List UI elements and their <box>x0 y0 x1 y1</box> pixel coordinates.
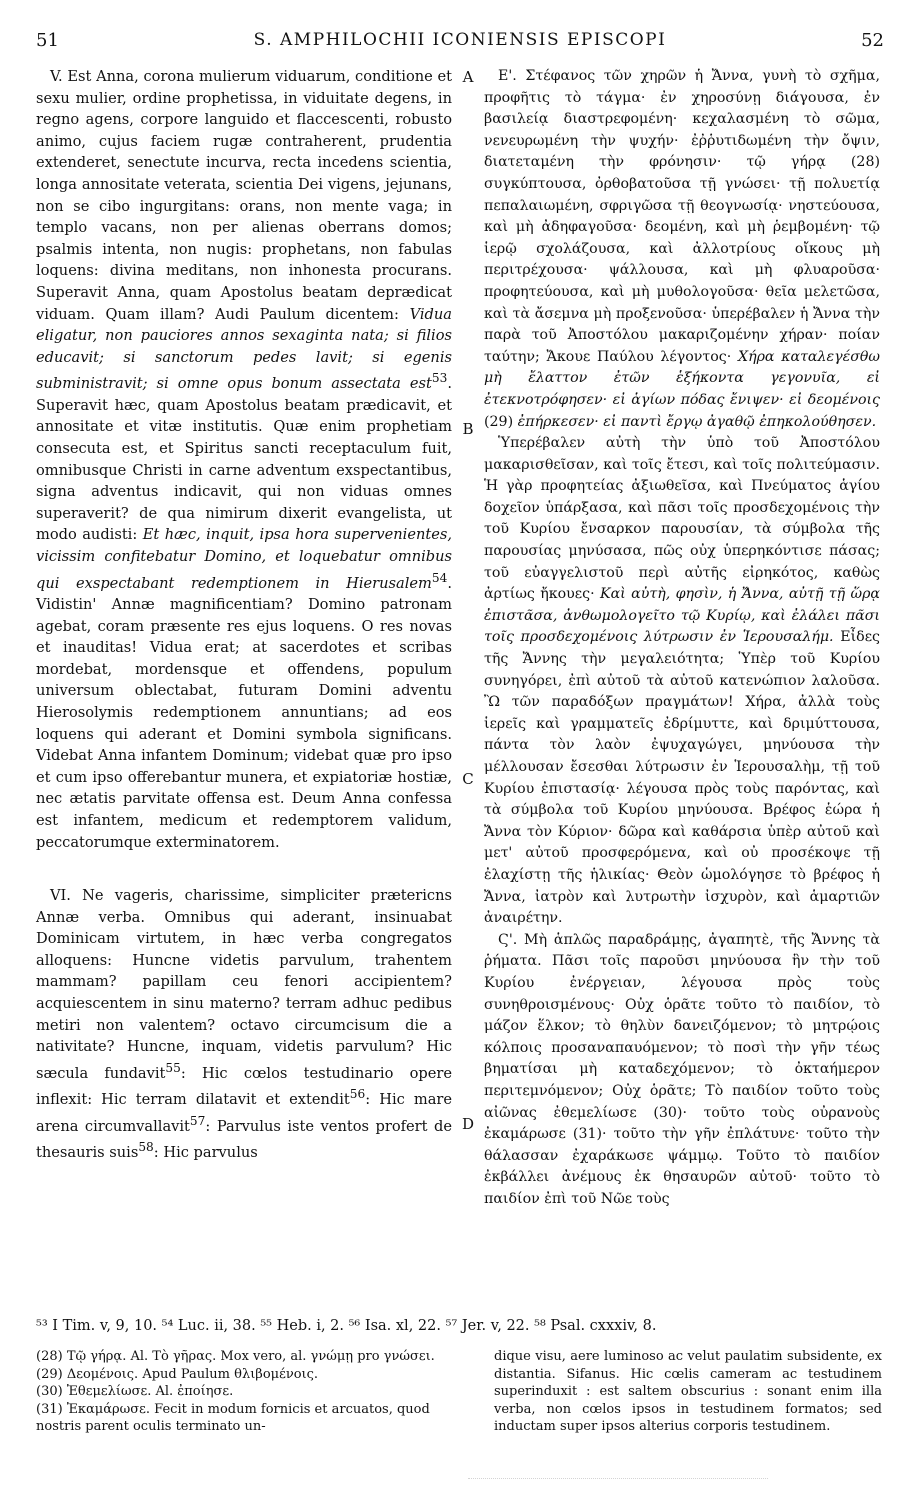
scripture-references: ⁵³ I Tim. v, 9, 10. ⁵⁴ Luc. ii, 38. ⁵⁵ Heb. i, 2. ⁵⁶ Isa. xl, 22. ⁵⁷ Jer. v, 22. ⁵⁸ Psal. cxxxiv, 8. <box>36 1318 657 1334</box>
page-number-left: 51 <box>36 30 59 51</box>
footnote-marker: 55 <box>165 1060 181 1075</box>
footnote-31: (31) Ἐκαμάρωσε. Fecit in modum fornicis et arcuatos, quod nostris parent oculis terminato un- <box>36 1401 430 1434</box>
latin-quote: Vidua eligatur, non pauciores annos sexaginta nata; si filios educavit; si sanctorum pedes lavit; si egenis subministravit; si omne opus bonum assectata est <box>36 305 452 393</box>
margin-letter-b: B <box>462 420 474 438</box>
margin-letter-c: C <box>462 770 474 788</box>
footnote-30: (30) Ἐθεμελίωσε. Al. ἐποίησε. <box>36 1384 234 1399</box>
greek-quote: ἐπήρκεσεν· εἰ παντὶ ἔργῳ ἀγαθῷ ἐπηκολούθησεν. <box>517 413 877 430</box>
latin-text: : Hic cœlos testudinario opere inflexit: Hic terram dilatavit et extendit <box>36 1064 452 1109</box>
latin-text: VI. Ne vageris, charissime, simpliciter prætericns Annæ verba. Omnibus qui aderant, insinuabat Dominicam virtutem, in hæc verba congregatos alloquens: Huncne videtis parvulum, trahentem mammam? papillam ceu fenori accipientem? acquiescentem in sinu materno? terram adhuc pedibus metiri non valentem? octavo circumcisum die a nativitate? Huncne, inquam, videtis parvulum? Hic sæcula fundavit <box>36 887 452 1082</box>
latin-quote: Et hæc, inquit, ipsa hora supervenientes, vicissim confitebatur Domino, et loquebatur omnibus qui exspectabant redemptionem in Hierusalem <box>36 526 452 592</box>
scan-smudge <box>468 1478 768 1493</box>
greek-text: Ὑπερέβαλεν αὐτὴ τὴν ὑπὸ τοῦ Ἀποστόλου μακαρισθεῖσαν, καὶ τοῖς ἔτεσι, καὶ τοῖς πολιτεύμασιν. Ἡ γὰρ προφητείας ἀξιωθεῖσα, καὶ Πνεύματος ἁγίου δοχεῖον ὑπάρξασα, καὶ πᾶσι τοῖς προσδεχομένοις τὴν τοῦ Κυρίου ἔνσαρκον παρουσίαν, τὰ σύμβολα τῆς παρουσίας μηνύσασα, πῶς οὐχ ὑπερηκόντισε πάσας; τοῦ εὐαγγελιστοῦ περὶ αὐτῆς εἰρηκότος, καθὼς ἀρτίως ἤκουες· <box>484 435 880 603</box>
running-header <box>36 30 884 56</box>
greek-quote: Χήρα καταλεγέσθω μὴ ἔλαττον ἐτῶν ἑξήκοντα γεγονυῖα, εἰ ἐτεκνοτρόφησεν· εἰ ἁγίων πόδας ἔνιψεν· εἰ δεομένοις <box>484 348 880 408</box>
footnote-marker: 57 <box>189 1113 206 1128</box>
footnote-28: (28) Τῷ γήρᾳ. Al. Τὸ γῆρας. Mox vero, al. γνώμῃ pro γνώσει. <box>36 1349 435 1364</box>
latin-text: V. Est Anna, corona mulierum viduarum, conditione et sexu mulier, ordine prophetissa, in viduitate degens, in regno agens, corpore languido et flaccescenti, robusto animo, cujus faciem rugæ contraherent, prudentia extenderet, senectute incurva, recta incedens scientia, longa annositate veterata, scientia Dei vigens, jejunans, non se cibo ingurgitans: orans, non mente vaga; in templo vacans, non per alienas oberrans domos; psalmis intenta, non nugis: prophetans, non fabulas loquens: divina meditans, non inhonesta procurans. Superavit Anna, quam Apostolus beatam deprædicat viduam. Quam illam? Audi Paulum dicentem: <box>36 68 452 323</box>
greek-text: (29) <box>484 413 518 430</box>
footnotes-left <box>36 1348 471 1436</box>
greek-section-5 <box>484 66 880 433</box>
margin-letter-d: D <box>461 1115 475 1133</box>
footnote-marker: 58 <box>138 1140 154 1155</box>
footnote-29: (29) Δεομένοις. Apud Paulum θλιβομένοις. <box>36 1366 319 1382</box>
latin-text: . Vidistin' Annæ magnificentiam? Domino patronam agebat, coram præsente res ejus loquens. O res novas et inauditas! Vidua erat; at sacerdotes et scribas mordebat, mordensque et offendens, populum universum oblectabat, futuram Domini adventu Hierosolymis redemptionem annuntians; ad eos loquens qui aderant et Domini symbola significans. Videbat Anna infantem Dominum; videbat quæ pro ipso et cum ipso offerebantur munera, et expiatoriæ hostiæ, nec ætatis parvitate offensa est. Deum Anna confessa est infantem, medicum et redemptorem validum, peccatorumque exterminatorem. <box>36 574 452 851</box>
greek-quote: Καὶ αὐτὴ, φησὶν, ἡ Ἄννα, αὐτῇ τῇ ὥρᾳ ἐπιστᾶσα, ἀνθωμολογεῖτο τῷ Κυρίῳ, καὶ ἐλάλει πᾶσι τοῖς προσδεχομένοις λύτρωσιν ἐν Ἱερουσαλήμ. <box>484 586 881 646</box>
greek-text: Εἶδες τῆς Ἄννης τὴν μεγαλειότητα; Ὑπὲρ τοῦ Κυρίου συνηγόρει, ἐπὶ αὐτοῦ τὰ αὐτοῦ κατενώπιον λαλοῦσα. Ὢ τῶν παραδόξων πραγμάτων! Χήρα, ἀλλὰ τοὺς ἱερεῖς καὶ γραμματεῖς ἐδρίμυττε, καὶ δριμύττουσα, πάντα τὸν λαὸν ἐψυχαγώγει, μηνύουσα τὴν μέλλουσαν ἔσεσθαι λύτρωσιν ἐν Ἱερουσαλὴμ, τῇ τοῦ Κυρίου ἐπιστασίᾳ· λέγουσα πρὸς τοὺς παρόντας, καὶ τὰ σύμβολα τοῦ Κυρίου μηνύουσα. Βρέφος ἑώρα ἡ Ἄννα τὸν Κύριον· δῶρα καὶ καθάρσια ὑπὲρ αὐτοῦ καὶ μετ' αὐτοῦ προσφερόμενα, καὶ οὐ προσέκοψε τῇ ἐλαχίστῃ τῆς ἡλικίας· Θεὸν ὡμολόγησε τὸ βρέφος ἡ Ἄννα, ἰατρὸν καὶ λυτρωτὴν ἰσχυρὸν, καὶ ἁμαρτιῶν ἀναιρέτην. <box>484 629 880 927</box>
margin-letter-a: A <box>462 68 474 86</box>
greek-text: Ε'. Στέφανος τῶν χηρῶν ἡ Ἄννα, γυνὴ τὸ σχῆμα, προφῆτις τὸ τάγμα· ἐν χηροσύνῃ διάγουσα, ἐν βασιλείᾳ διαστρεφομένη· κεχαλασμένη τὸ σῶμα, νενευρωμένη τὴν ψυχήν· ἐῤῥυτιδωμένη τὴν ὄψιν, διατεταμένη τὴν φρόνησιν· τῷ γήρᾳ (28) συγκύπτουσα, ὀρθοβατοῦσα τῇ γνώσει· τῇ πολυετίᾳ πεπαλαιωμένη, σφριγῶσα τῇ θεογνωσίᾳ· νηστεύουσα, καὶ μὴ ἀδηφαγοῦσα· δεομένη, καὶ μὴ ῥεμβομένη· τῷ ἱερῷ σχολάζουσα, καὶ ἀλλοτρίους οἴκους μὴ περιτρέχουσα· ψάλλουσα, καὶ μὴ φλυαροῦσα· προφητεύουσα, καὶ μὴ μυθολογοῦσα· θεῖα μελετῶσα, καὶ τὰ ἄσεμνα μὴ προξενοῦσα· ὑπερέβαλεν ἡ Ἄννα τὴν παρὰ τοῦ Ἀποστόλου μακαριζομένην χήραν· ποίαν ταύτην; Ἄκουε Παύλου λέγοντος· <box>484 68 880 365</box>
latin-column <box>36 66 452 1164</box>
footnotes-right: dique visu, aere luminoso ac velut paulatim subsidente, ex distantia. Sifanus. Hic cœlis cameram ac testudinem superinduxit : est saltem obscurius : sonant enim illa verba, non cœlos ipsos in testudinem formatos; sed inductam super ipsos alterius corporis testudinem. <box>494 1349 882 1434</box>
footnote-marker: 54 <box>431 570 448 585</box>
footnote-marker: 56 <box>349 1087 366 1102</box>
greek-text: Ϛ'. Μὴ ἁπλῶς παραδράμῃς, ἀγαπητὲ, τῆς Ἄννης τὰ ῥήματα. Πᾶσι τοῖς παροῦσι μηνύουσα ἣν τὴν τοῦ Κυρίου ἐνέργειαν, λέγουσα πρὸς τοὺς συνηθροισμένους· Οὐχ ὁρᾶτε τοῦτο τὸ παιδίον, τὸ μάζον ἕλκον; τὸ θηλὺν δανειζόμενον; τὸ μητρῴοις κόλποις προσαναπαυόμενον; τὸ ποσὶ τὴν γῆν τέως βηματίσαι μὴ καταδεχόμενον; τὸ ὀκταήμερον περιτεμνόμενον; Οὐχ ὁρᾶτε; Τὸ παιδίον τοῦτο τοὺς αἰῶνας ἐθεμελίωσε (30)· τοῦτο τοὺς οὐρανοὺς ἐκαμάρωσε (31)· τοῦτο τὴν γῆν ἐπλάτυνε· τοῦτο τὴν θάλασσαν ἐχαράκωσε ψάμμῳ. Τοῦτο τὸ παιδίον ἐκβάλλει ἀνέμους ἐκ θησαυρῶν αὐτοῦ· τοῦτο τὸ παιδίον ἐπὶ τοῦ Νῶε τοὺς <box>484 931 880 1207</box>
latin-text: : Parvulus iste ventos profert de thesauris suis <box>36 1117 452 1162</box>
greek-section-5-cont <box>484 433 880 930</box>
latin-text: : Hic parvulus <box>153 1144 258 1162</box>
latin-text: : Hic mare arena circumvallavit <box>36 1091 453 1135</box>
latin-text: . Superavit hæc, quam Apostolus beatam prædicavit, et annositate et vitæ institutis. Quæ enim prophetiam consecuta est, et Spiritus sancti receptaculum fuit, omnibusque Christi in carne adventum exspectantibus, signa adventus indicavit, qui non viduas omnes superaverit? de qua nimirum dixerit evangelista, ut modo audisti: <box>36 375 452 544</box>
latin-section-6 <box>36 885 452 1164</box>
greek-column <box>484 66 880 1210</box>
page-number-right: 52 <box>861 30 884 51</box>
latin-section-5 <box>36 66 452 853</box>
running-title: S. AMPHILOCHII ICONIENSIS EPISCOPI <box>253 30 667 50</box>
footnote-marker: 53 <box>431 371 448 386</box>
greek-section-6 <box>484 930 880 1211</box>
